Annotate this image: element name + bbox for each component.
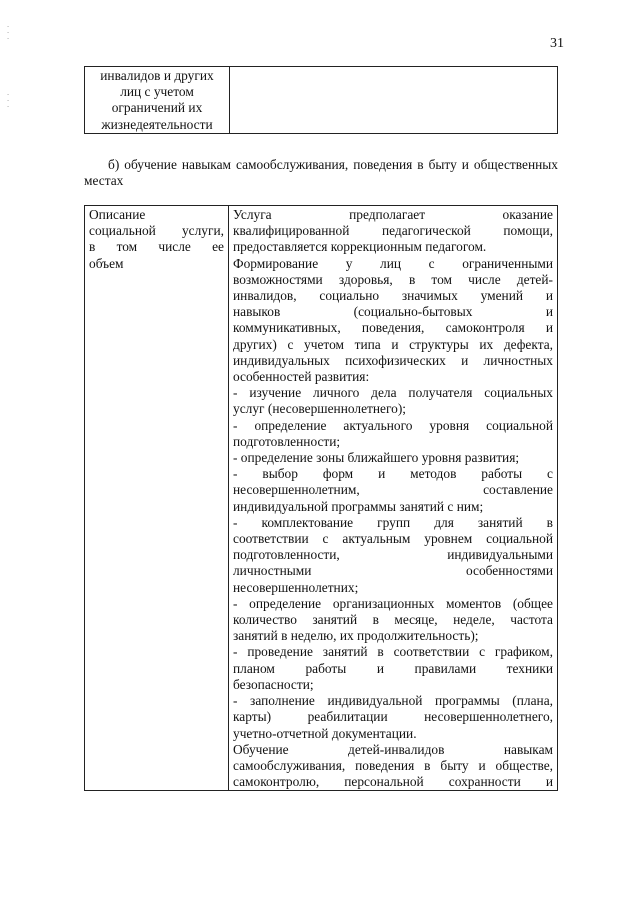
description-line: планом работы и правилами техники (233, 660, 553, 676)
description-line: личностными особенностями (233, 563, 553, 579)
top-table-line: инвалидов и других (100, 68, 214, 83)
description-line: самообслуживания, поведения в быту и обществе, (233, 757, 553, 773)
description-line: других) с учетом типа и структуры их дефекта, (233, 336, 553, 352)
description-line: индивидуальных психофизических и личностных (233, 352, 553, 368)
description-line: коммуникативных, поведения, самоконтроля и (233, 320, 553, 336)
top-table (84, 66, 558, 134)
description-line: особенностей развития: (233, 369, 370, 385)
description-line: несовершеннолетним, составление (233, 482, 553, 498)
description-line: Формирование у лиц с ограниченными (233, 255, 553, 271)
description-line: учетно-отчетной документации. (233, 725, 417, 741)
description-line: самоконтролю, персональной сохранности и (233, 774, 553, 790)
description-line: количество занятий в месяце, неделе, частота (233, 612, 553, 628)
description-line: безопасности; (233, 676, 314, 692)
description-line: занятий в неделю, их продолжительность); (233, 628, 479, 644)
description-line: квалифицированной педагогической помощи, (233, 223, 553, 239)
description-line: услуг (несовершеннолетнего); (233, 401, 407, 417)
label-line: объем (89, 255, 124, 271)
description-line: - изучение личного дела получателя социальных (233, 385, 553, 401)
description-line: инвалидов, социально значимых умений и (233, 288, 553, 304)
top-table-line: ограничений их (111, 100, 203, 116)
description-line: соответствии с актуальным уровнем социальной (233, 531, 553, 547)
service-table (84, 205, 558, 791)
label-line: социальной услуги, (89, 223, 224, 239)
margin-mark-bottom: · · · (6, 91, 10, 111)
description-line: - комплектование групп для занятий в (233, 514, 553, 530)
label-cell (85, 206, 229, 791)
top-table-line: лиц с учетом (120, 84, 194, 100)
label-line: Описание (89, 207, 146, 222)
top-table-line: жизнедеятельности (101, 116, 213, 132)
description-line: возможностями здоровья, в том числе детей- (233, 271, 553, 287)
section-heading: б) обучение навыкам самообслуживания, поведения в быту и общественных местах (84, 157, 558, 189)
description-line: навыков (социально-бытовых и (233, 304, 553, 320)
description-line: подготовленности; (233, 433, 341, 449)
page-number: 31 (550, 36, 564, 51)
description-line: - определение актуального уровня социальной (233, 417, 553, 433)
description-line: Обучение детей-инвалидов навыкам (233, 741, 553, 757)
description-line: - определение зоны ближайшего уровня развития; (233, 450, 520, 466)
description-line: предоставляется коррекционным педагогом. (233, 239, 487, 255)
description-line: несовершеннолетних; (233, 579, 359, 595)
description-line: индивидуальной программы занятий с ним; (233, 498, 484, 514)
description-line: - заполнение индивидуальной программы (плана, (233, 693, 553, 709)
description-line: карты) реабилитации несовершеннолетнего, (233, 709, 553, 725)
description-line: - определение организационных моментов (общее (233, 595, 553, 611)
description-line: подготовленности, индивидуальными (233, 547, 553, 563)
description-line: Услуга предполагает оказание (233, 207, 553, 222)
top-table-first-cell (85, 67, 230, 134)
description-cell (229, 206, 558, 791)
top-table-second-cell (230, 67, 558, 134)
description-line: - выбор форм и методов работы с (233, 466, 553, 482)
label-line: в том числе ее (89, 239, 224, 255)
description-line: - проведение занятий в соответствии с графиком, (233, 644, 553, 660)
margin-mark-top: · · · (6, 23, 10, 43)
